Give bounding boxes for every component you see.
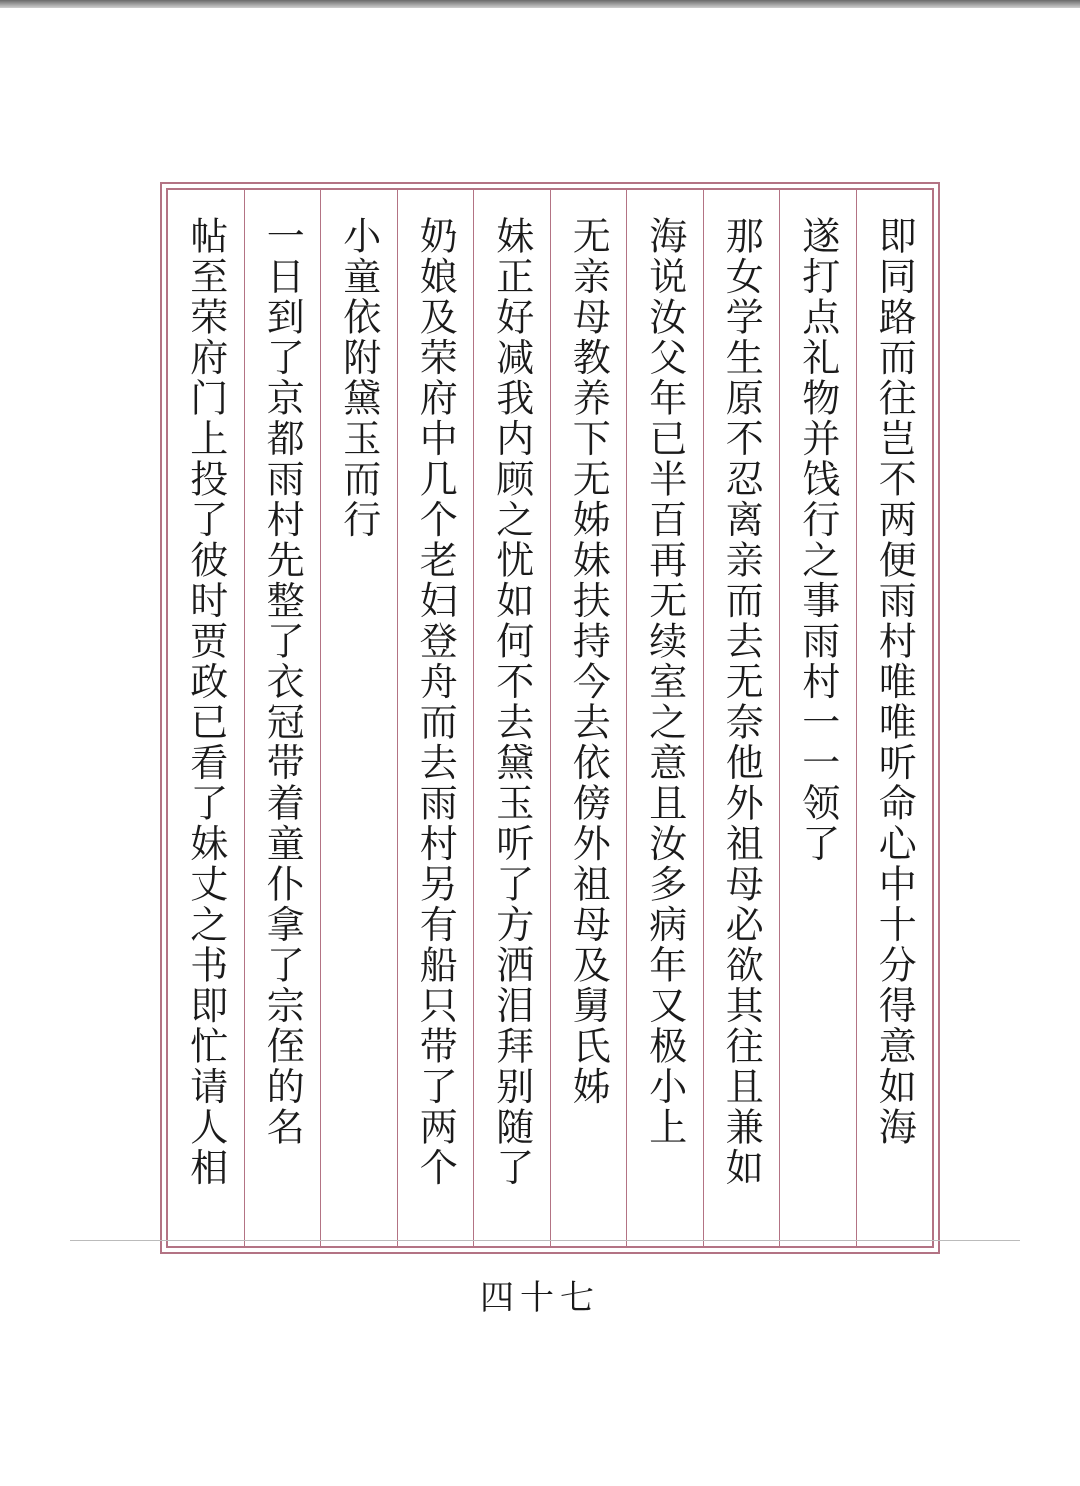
column-text: 那女学生原不忍离亲而去无奈他外祖母必欲其往且兼如 bbox=[719, 216, 764, 1188]
text-column-3 bbox=[704, 190, 781, 1246]
column-text: 妹正好减我内顾之忧如何不去黛玉听了方洒泪拜别随了 bbox=[489, 216, 534, 1188]
text-column-8 bbox=[321, 190, 398, 1246]
column-text: 小童依附黛玉而行 bbox=[336, 216, 381, 540]
scan-divider-line bbox=[70, 1240, 1020, 1241]
text-column-6 bbox=[474, 190, 551, 1246]
column-text: 海说汝父年已半百再无续室之意且汝多病年又极小上 bbox=[642, 216, 687, 1148]
page-number: 四十七 bbox=[480, 1278, 600, 1318]
column-text: 遂打点礼物并饯行之事雨村一一领了 bbox=[795, 216, 840, 864]
scan-edge bbox=[0, 0, 1080, 8]
column-text: 即同路而往岂不两便雨村唯唯听命心中十分得意如海 bbox=[872, 216, 917, 1148]
text-column-5 bbox=[551, 190, 628, 1246]
text-column-4 bbox=[627, 190, 704, 1246]
text-column-9 bbox=[245, 190, 322, 1246]
text-column-2 bbox=[780, 190, 857, 1246]
column-text: 奶娘及荣府中几个老妇登舟而去雨村另有船只带了两个 bbox=[413, 216, 458, 1188]
column-text: 帖至荣府门上投了彼时贾政已看了妹丈之书即忙请人相 bbox=[183, 216, 228, 1188]
column-text: 一日到了京都雨村先整了衣冠带着童仆拿了宗侄的名 bbox=[260, 216, 305, 1148]
text-column-1 bbox=[857, 190, 933, 1246]
manuscript-columns bbox=[168, 190, 932, 1246]
column-text: 无亲母教养下无姊妹扶持今去依傍外祖母及舅氏姊 bbox=[566, 216, 611, 1107]
text-column-10 bbox=[168, 190, 245, 1246]
text-column-7 bbox=[398, 190, 475, 1246]
